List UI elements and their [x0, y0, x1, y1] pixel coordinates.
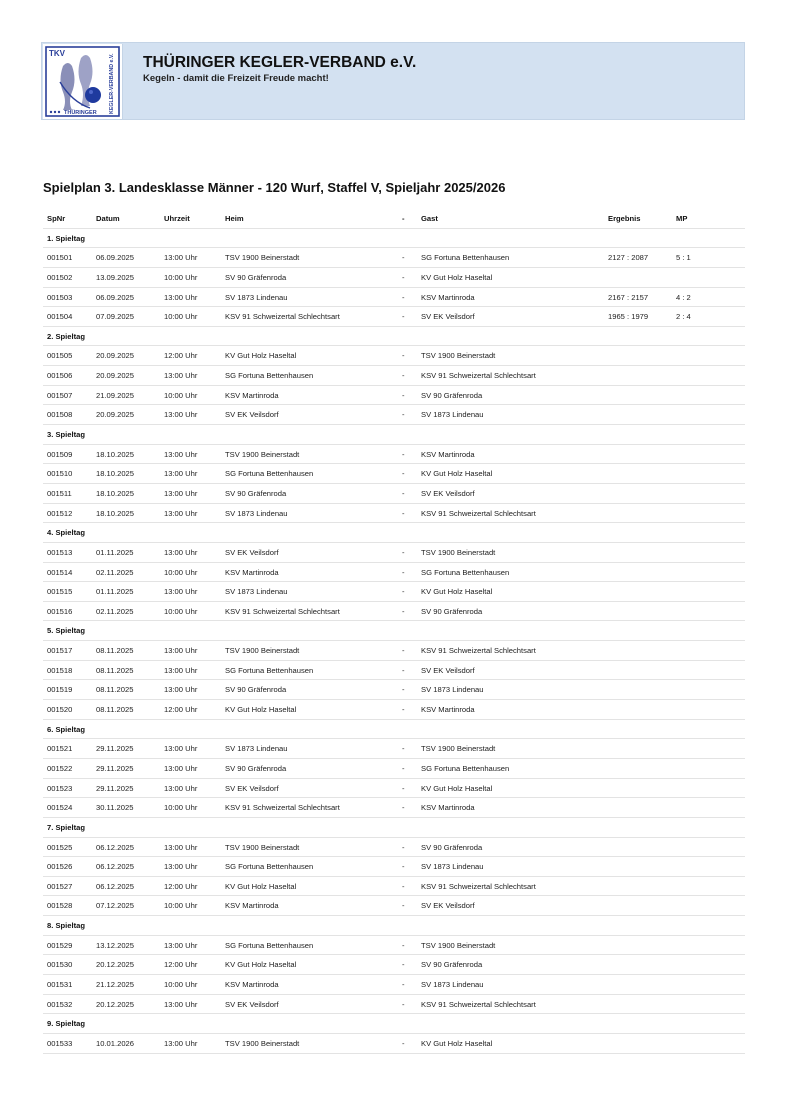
spieltag-label: 8. Spieltag: [47, 921, 85, 931]
uhrzeit-cell: 13:00 Uhr: [164, 508, 198, 518]
table-row: [43, 798, 745, 818]
table-row: [43, 464, 745, 484]
uhrzeit-cell: 13:00 Uhr: [164, 469, 198, 479]
spnr-cell: 001533: [47, 1038, 73, 1048]
heim-cell: SG Fortuna Bettenhausen: [225, 371, 314, 381]
spieltag-label: 5. Spieltag: [47, 626, 85, 636]
spnr-cell: 001504: [47, 312, 73, 322]
gast-cell: KV Gut Holz Haseltal: [421, 783, 493, 793]
separator-cell: -: [402, 881, 405, 891]
uhrzeit-cell: 10:00 Uhr: [164, 272, 198, 282]
uhrzeit-cell: 13:00 Uhr: [164, 940, 198, 950]
table-row: [43, 995, 745, 1015]
table-row: [43, 602, 745, 622]
separator-cell: -: [402, 901, 405, 911]
spieltag-heading-row: [43, 916, 745, 936]
gast-cell: SV 1873 Lindenau: [421, 685, 484, 695]
datum-cell: 08.11.2025: [96, 646, 134, 656]
uhrzeit-cell: 13:00 Uhr: [164, 685, 198, 695]
separator-cell: -: [402, 665, 405, 675]
table-row: [43, 543, 745, 563]
table-row: [43, 759, 745, 779]
gast-cell: KSV 91 Schweizertal Schlechtsart: [421, 999, 536, 1009]
bowling-pins-logo-icon: [43, 44, 122, 119]
spnr-cell: 001528: [47, 901, 73, 911]
datum-cell: 01.11.2025: [96, 547, 134, 557]
separator-cell: -: [402, 960, 405, 970]
separator-cell: -: [402, 449, 405, 459]
uhrzeit-cell: 10:00 Uhr: [164, 606, 198, 616]
heim-cell: KSV Martinroda: [225, 901, 279, 911]
uhrzeit-cell: 13:00 Uhr: [164, 763, 198, 773]
datum-cell: 20.09.2025: [96, 371, 135, 381]
gast-cell: SG Fortuna Bettenhausen: [421, 567, 510, 577]
gast-cell: SV 90 Gräfenroda: [421, 390, 483, 400]
separator-cell: -: [402, 803, 405, 813]
datum-cell: 18.10.2025: [96, 449, 135, 459]
spnr-cell: 001515: [47, 587, 73, 597]
datum-cell: 08.11.2025: [96, 685, 134, 695]
table-row: [43, 896, 745, 916]
datum-cell: 30.11.2025: [96, 803, 134, 813]
uhrzeit-cell: 13:00 Uhr: [164, 862, 198, 872]
spnr-cell: 001514: [47, 567, 73, 577]
heim-cell: KSV Martinroda: [225, 390, 279, 400]
table-row: [43, 484, 745, 504]
separator-cell: -: [402, 410, 405, 420]
gast-cell: SV EK Veilsdorf: [421, 488, 475, 498]
uhrzeit-cell: 13:00 Uhr: [164, 665, 198, 675]
separator-cell: -: [402, 1038, 405, 1048]
gast-cell: SV 90 Gräfenroda: [421, 842, 483, 852]
spieltag-heading-row: [43, 1014, 745, 1034]
gast-cell: TSV 1900 Beinerstadt: [421, 351, 496, 361]
gast-cell: SG Fortuna Bettenhausen: [421, 763, 510, 773]
separator-cell: -: [402, 469, 405, 479]
spnr-cell: 001527: [47, 881, 73, 891]
gast-cell: KSV 91 Schweizertal Schlechtsart: [421, 881, 536, 891]
gast-cell: SV 1873 Lindenau: [421, 410, 484, 420]
table-row: [43, 582, 745, 602]
spnr-cell: 001532: [47, 999, 73, 1009]
uhrzeit-cell: 10:00 Uhr: [164, 390, 198, 400]
heim-cell: SV 90 Gräfenroda: [225, 685, 287, 695]
spieltag-heading-row: [43, 818, 745, 838]
heim-cell: KSV 91 Schweizertal Schlechtsart: [225, 803, 340, 813]
heim-cell: KSV Martinroda: [225, 979, 279, 989]
column-header-separator: -: [402, 214, 405, 223]
separator-cell: -: [402, 371, 405, 381]
uhrzeit-cell: 12:00 Uhr: [164, 351, 198, 361]
table-header-row: [43, 209, 745, 229]
heim-cell: SG Fortuna Bettenhausen: [225, 862, 314, 872]
datum-cell: 21.12.2025: [96, 979, 135, 989]
gast-cell: SV 1873 Lindenau: [421, 979, 484, 989]
spnr-cell: 001501: [47, 253, 73, 263]
spnr-cell: 001513: [47, 547, 73, 557]
heim-cell: TSV 1900 Beinerstadt: [225, 449, 300, 459]
logo-top-text: TKV: [49, 49, 65, 58]
spnr-cell: 001508: [47, 410, 73, 420]
spieltag-label: 2. Spieltag: [47, 331, 85, 341]
gast-cell: SG Fortuna Bettenhausen: [421, 253, 510, 263]
separator-cell: -: [402, 979, 405, 989]
gast-cell: SV 90 Gräfenroda: [421, 960, 483, 970]
datum-cell: 20.12.2025: [96, 999, 135, 1009]
ergebnis-cell: 1965 : 1979: [608, 312, 649, 322]
datum-cell: 06.12.2025: [96, 862, 135, 872]
uhrzeit-cell: 12:00 Uhr: [164, 881, 198, 891]
spnr-cell: 001511: [47, 488, 72, 498]
heim-cell: TSV 1900 Beinerstadt: [225, 1038, 300, 1048]
uhrzeit-cell: 13:00 Uhr: [164, 547, 198, 557]
gast-cell: KSV 91 Schweizertal Schlechtsart: [421, 508, 536, 518]
table-row: [43, 680, 745, 700]
datum-cell: 20.09.2025: [96, 410, 135, 420]
datum-cell: 29.11.2025: [96, 744, 134, 754]
mp-cell: 5 : 1: [676, 253, 691, 263]
datum-cell: 18.10.2025: [96, 508, 135, 518]
heim-cell: SG Fortuna Bettenhausen: [225, 940, 314, 950]
gast-cell: TSV 1900 Beinerstadt: [421, 940, 496, 950]
datum-cell: 06.12.2025: [96, 881, 135, 891]
gast-cell: KSV 91 Schweizertal Schlechtsart: [421, 646, 536, 656]
heim-cell: SV 1873 Lindenau: [225, 508, 288, 518]
spnr-cell: 001531: [47, 979, 73, 989]
heim-cell: KV Gut Holz Haseltal: [225, 881, 297, 891]
separator-cell: -: [402, 685, 405, 695]
spieltag-heading-row: [43, 425, 745, 445]
uhrzeit-cell: 13:00 Uhr: [164, 449, 198, 459]
spieltag-label: 3. Spieltag: [47, 430, 85, 440]
separator-cell: -: [402, 390, 405, 400]
table-row: [43, 268, 745, 288]
spnr-cell: 001503: [47, 292, 73, 302]
spnr-cell: 001521: [47, 744, 73, 754]
spnr-cell: 001507: [47, 390, 73, 400]
table-row: [43, 955, 745, 975]
spnr-cell: 001520: [47, 705, 73, 715]
uhrzeit-cell: 13:00 Uhr: [164, 1038, 198, 1048]
separator-cell: -: [402, 940, 405, 950]
ergebnis-cell: 2167 : 2157: [608, 292, 649, 302]
datum-cell: 08.11.2025: [96, 705, 134, 715]
datum-cell: 07.09.2025: [96, 312, 135, 322]
heim-cell: KSV 91 Schweizertal Schlechtsart: [225, 606, 340, 616]
separator-cell: -: [402, 744, 405, 754]
separator-cell: -: [402, 999, 405, 1009]
datum-cell: 02.11.2025: [96, 606, 134, 616]
spieltag-heading-row: [43, 720, 745, 740]
separator-cell: -: [402, 547, 405, 557]
separator-cell: -: [402, 292, 405, 302]
uhrzeit-cell: 12:00 Uhr: [164, 960, 198, 970]
spnr-cell: 001523: [47, 783, 73, 793]
datum-cell: 29.11.2025: [96, 783, 134, 793]
spnr-cell: 001518: [47, 665, 73, 675]
table-row: [43, 700, 745, 720]
uhrzeit-cell: 13:00 Uhr: [164, 744, 198, 754]
separator-cell: -: [402, 488, 405, 498]
spnr-cell: 001519: [47, 685, 73, 695]
gast-cell: SV 1873 Lindenau: [421, 862, 484, 872]
datum-cell: 06.09.2025: [96, 253, 135, 263]
spnr-cell: 001529: [47, 940, 73, 950]
table-row: [43, 405, 745, 425]
column-header-datum: Datum: [96, 214, 120, 223]
heim-cell: SV EK Veilsdorf: [225, 783, 279, 793]
gast-cell: KV Gut Holz Haseltal: [421, 469, 493, 479]
table-row: [43, 838, 745, 858]
mp-cell: 2 : 4: [676, 312, 691, 322]
table-row: [43, 366, 745, 386]
spieltag-heading-row: [43, 621, 745, 641]
heim-cell: SV 90 Gräfenroda: [225, 763, 287, 773]
heim-cell: SV EK Veilsdorf: [225, 547, 279, 557]
table-row: [43, 288, 745, 308]
uhrzeit-cell: 13:00 Uhr: [164, 292, 198, 302]
tkv-logo: [43, 44, 123, 119]
uhrzeit-cell: 12:00 Uhr: [164, 705, 198, 715]
column-header-heim: Heim: [225, 214, 244, 223]
gast-cell: KSV 91 Schweizertal Schlechtsart: [421, 371, 536, 381]
gast-cell: KSV Martinroda: [421, 449, 475, 459]
column-header-gast: Gast: [421, 214, 438, 223]
table-row: [43, 1034, 745, 1054]
spnr-cell: 001522: [47, 763, 73, 773]
uhrzeit-cell: 13:00 Uhr: [164, 646, 198, 656]
column-header-spnr: SpNr: [47, 214, 66, 223]
datum-cell: 13.09.2025: [96, 272, 135, 282]
table-row: [43, 975, 745, 995]
heim-cell: SG Fortuna Bettenhausen: [225, 665, 314, 675]
ergebnis-cell: 2127 : 2087: [608, 253, 649, 263]
page-title: Spielplan 3. Landesklasse Männer - 120 Wurf, Staffel V, Spieljahr 2025/2026: [43, 180, 506, 195]
spnr-cell: 001530: [47, 960, 73, 970]
heim-cell: TSV 1900 Beinerstadt: [225, 646, 300, 656]
heim-cell: SV 1873 Lindenau: [225, 587, 288, 597]
spnr-cell: 001502: [47, 272, 73, 282]
datum-cell: 08.11.2025: [96, 665, 134, 675]
spnr-cell: 001517: [47, 646, 73, 656]
header-banner: [41, 42, 745, 120]
spnr-cell: 001506: [47, 371, 73, 381]
logo-bottom-text: THÜRINGER: [64, 110, 97, 116]
heim-cell: KV Gut Holz Haseltal: [225, 351, 297, 361]
table-row: [43, 248, 745, 268]
heim-cell: SV 1873 Lindenau: [225, 292, 288, 302]
heim-cell: SV EK Veilsdorf: [225, 410, 279, 420]
separator-cell: -: [402, 646, 405, 656]
spnr-cell: 001525: [47, 842, 73, 852]
separator-cell: -: [402, 783, 405, 793]
heim-cell: KSV 91 Schweizertal Schlechtsart: [225, 312, 340, 322]
federation-slogan: Kegeln - damit die Freizeit Freude macht!: [143, 73, 329, 84]
table-row: [43, 857, 745, 877]
gast-cell: TSV 1900 Beinerstadt: [421, 547, 496, 557]
gast-cell: KV Gut Holz Haseltal: [421, 272, 493, 282]
heim-cell: KV Gut Holz Haseltal: [225, 705, 297, 715]
column-header-uhrzeit: Uhrzeit: [164, 214, 190, 223]
uhrzeit-cell: 10:00 Uhr: [164, 901, 198, 911]
separator-cell: -: [402, 351, 405, 361]
spieltag-label: 9. Spieltag: [47, 1019, 85, 1029]
gast-cell: SV EK Veilsdorf: [421, 312, 475, 322]
gast-cell: SV 90 Gräfenroda: [421, 606, 483, 616]
heim-cell: TSV 1900 Beinerstadt: [225, 253, 300, 263]
separator-cell: -: [402, 508, 405, 518]
spieltag-heading-row: [43, 523, 745, 543]
separator-cell: -: [402, 272, 405, 282]
table-row: [43, 739, 745, 759]
spieltag-label: 4. Spieltag: [47, 528, 85, 538]
column-header-ergebnis: Ergebnis: [608, 214, 641, 223]
spieltag-label: 6. Spieltag: [47, 724, 85, 734]
table-row: [43, 779, 745, 799]
separator-cell: -: [402, 253, 405, 263]
table-row: [43, 641, 745, 661]
spieltag-heading-row: [43, 229, 745, 249]
datum-cell: 13.12.2025: [96, 940, 135, 950]
uhrzeit-cell: 10:00 Uhr: [164, 803, 198, 813]
spieltag-label: 1. Spieltag: [47, 233, 85, 243]
uhrzeit-cell: 13:00 Uhr: [164, 488, 198, 498]
spnr-cell: 001505: [47, 351, 73, 361]
datum-cell: 02.11.2025: [96, 567, 134, 577]
datum-cell: 06.09.2025: [96, 292, 135, 302]
heim-cell: SV 90 Gräfenroda: [225, 272, 287, 282]
gast-cell: KV Gut Holz Haseltal: [421, 1038, 493, 1048]
heim-cell: KSV Martinroda: [225, 567, 279, 577]
heim-cell: KV Gut Holz Haseltal: [225, 960, 297, 970]
datum-cell: 07.12.2025: [96, 901, 135, 911]
heim-cell: TSV 1900 Beinerstadt: [225, 842, 300, 852]
separator-cell: -: [402, 862, 405, 872]
datum-cell: 20.09.2025: [96, 351, 135, 361]
datum-cell: 21.09.2025: [96, 390, 135, 400]
table-row: [43, 386, 745, 406]
separator-cell: -: [402, 763, 405, 773]
table-row: [43, 661, 745, 681]
datum-cell: 20.12.2025: [96, 960, 135, 970]
uhrzeit-cell: 13:00 Uhr: [164, 999, 198, 1009]
uhrzeit-cell: 13:00 Uhr: [164, 842, 198, 852]
table-row: [43, 936, 745, 956]
table-row: [43, 877, 745, 897]
gast-cell: SV EK Veilsdorf: [421, 901, 475, 911]
mp-cell: 4 : 2: [676, 292, 691, 302]
gast-cell: SV EK Veilsdorf: [421, 665, 475, 675]
table-row: [43, 346, 745, 366]
uhrzeit-cell: 10:00 Uhr: [164, 312, 198, 322]
uhrzeit-cell: 13:00 Uhr: [164, 587, 198, 597]
heim-cell: SG Fortuna Bettenhausen: [225, 469, 314, 479]
gast-cell: KSV Martinroda: [421, 803, 475, 813]
datum-cell: 01.11.2025: [96, 587, 134, 597]
spnr-cell: 001512: [47, 508, 73, 518]
separator-cell: -: [402, 705, 405, 715]
datum-cell: 10.01.2026: [96, 1038, 135, 1048]
schedule-table: [43, 209, 745, 1054]
uhrzeit-cell: 13:00 Uhr: [164, 371, 198, 381]
spnr-cell: 001510: [47, 469, 73, 479]
datum-cell: 18.10.2025: [96, 469, 135, 479]
uhrzeit-cell: 13:00 Uhr: [164, 253, 198, 263]
spnr-cell: 001524: [47, 803, 73, 813]
separator-cell: -: [402, 567, 405, 577]
separator-cell: -: [402, 606, 405, 616]
spnr-cell: 001526: [47, 862, 73, 872]
uhrzeit-cell: 10:00 Uhr: [164, 567, 198, 577]
datum-cell: 29.11.2025: [96, 763, 134, 773]
heim-cell: SV 90 Gräfenroda: [225, 488, 287, 498]
datum-cell: 18.10.2025: [96, 488, 135, 498]
gast-cell: TSV 1900 Beinerstadt: [421, 744, 496, 754]
logo-side-text: KEGLER-VERBAND e.V.: [109, 53, 115, 114]
table-row: [43, 307, 745, 327]
table-row: [43, 563, 745, 583]
separator-cell: -: [402, 842, 405, 852]
uhrzeit-cell: 13:00 Uhr: [164, 783, 198, 793]
spnr-cell: 001509: [47, 449, 73, 459]
spieltag-label: 7. Spieltag: [47, 822, 85, 832]
table-row: [43, 445, 745, 465]
heim-cell: SV 1873 Lindenau: [225, 744, 288, 754]
column-header-mp: MP: [676, 214, 688, 223]
uhrzeit-cell: 13:00 Uhr: [164, 410, 198, 420]
separator-cell: -: [402, 312, 405, 322]
uhrzeit-cell: 10:00 Uhr: [164, 979, 198, 989]
spnr-cell: 001516: [47, 606, 73, 616]
gast-cell: KSV Martinroda: [421, 292, 475, 302]
heim-cell: SV EK Veilsdorf: [225, 999, 279, 1009]
federation-title: THÜRINGER KEGLER-VERBAND e.V.: [143, 54, 417, 71]
gast-cell: KV Gut Holz Haseltal: [421, 587, 493, 597]
table-row: [43, 504, 745, 524]
spieltag-heading-row: [43, 327, 745, 347]
separator-cell: -: [402, 587, 405, 597]
gast-cell: KSV Martinroda: [421, 705, 475, 715]
datum-cell: 06.12.2025: [96, 842, 135, 852]
